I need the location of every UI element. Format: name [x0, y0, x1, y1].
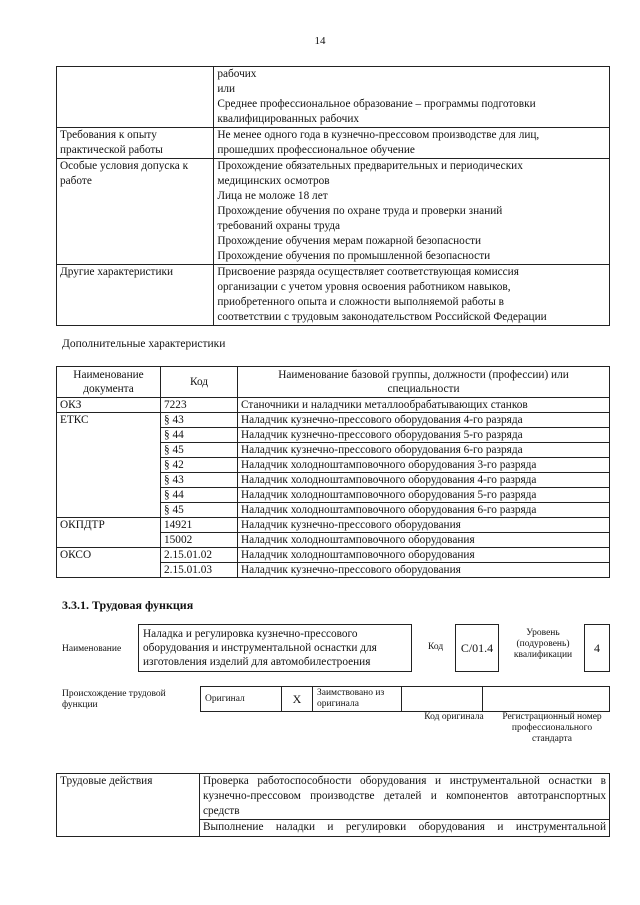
code-cell: 7223	[161, 398, 238, 413]
code-cell: § 44	[161, 488, 238, 503]
value-line: Прохождение обучения по охране труда и проверки знаний	[217, 205, 503, 217]
table-row	[57, 265, 610, 326]
value-line: квалифицированных рабочих	[217, 113, 360, 125]
header-name: Наименование базовой группы, должности (профессии) или специальности	[238, 367, 610, 398]
value-line: Среднее профессиональное образование – программы подготовки	[217, 98, 536, 110]
borrowed-label: Заимствовано из оригинала	[313, 687, 402, 712]
table-row	[57, 518, 610, 533]
name-cell: Наладчик кузнечно-прессового оборудования	[238, 518, 610, 533]
additional-characteristics-table	[56, 366, 610, 578]
qualification-level-label: Уровень (подуровень) квалификации	[513, 628, 573, 660]
action-item: Проверка работоспособности оборудования и инструментальной оснастки в кузнечно-прессовом производстве деталей и компонентов автотранспортных средств	[200, 774, 610, 820]
code-cell: 15002	[161, 533, 238, 548]
value-line: медицинских осмотров	[217, 175, 330, 187]
value-line: рабочих	[217, 68, 257, 80]
labor-actions-table	[56, 773, 610, 837]
name-cell: Наладчик холодноштамповочного оборудования	[238, 533, 610, 548]
row-label: Особые условия допуска к работе	[57, 159, 214, 265]
table-row	[57, 128, 610, 159]
name-cell: Наладчик холодноштамповочного оборудования	[238, 548, 610, 563]
value-line: организации с учетом уровня освоения работником навыков,	[217, 281, 511, 293]
name-cell: Наладчик кузнечно-прессового оборудования 5-го разряда	[238, 428, 610, 443]
doc-cell: ОКПДТР	[57, 518, 161, 548]
additional-characteristics-title: Дополнительные характеристики	[62, 338, 226, 350]
value-line: Лица не моложе 18 лет	[217, 190, 328, 202]
labor-function-heading: 3.3.1. Трудовая функция	[62, 598, 194, 612]
row-value	[214, 159, 610, 265]
name-cell: Наладчик холодноштамповочного оборудования 6-го разряда	[238, 503, 610, 518]
original-label: Оригинал	[201, 687, 282, 712]
requirements-table	[56, 66, 610, 326]
name-cell: Наладчик кузнечно-прессового оборудования	[238, 563, 610, 578]
code-cell: § 43	[161, 413, 238, 428]
origin-table	[200, 686, 610, 712]
value-line: или	[217, 83, 236, 95]
header-document: Наименование документа	[57, 367, 161, 398]
original-code-cell	[402, 687, 483, 712]
value-line: приобретенного опыта и сложности выполняемой работы в	[217, 296, 504, 308]
value-line: требований охраны труда	[217, 220, 341, 232]
name-cell: Наладчик кузнечно-прессового оборудования 4-го разряда	[238, 413, 610, 428]
code-cell: 2.15.01.03	[161, 563, 238, 578]
row-label	[57, 67, 214, 128]
value-line: прошедших профессиональное обучение	[217, 144, 415, 156]
value-line: Прохождение обучения мерам пожарной безопасности	[217, 235, 482, 247]
action-item: Выполнение наладки и регулировки оборудования и инструментальной	[200, 820, 610, 837]
value-line: Прохождение обучения по промышленной безопасности	[217, 250, 491, 262]
original-code-caption: Код оригинала	[424, 712, 484, 722]
table-row	[57, 67, 610, 128]
row-value	[214, 67, 610, 128]
origin-label: Происхождение трудовой функции	[62, 689, 166, 710]
function-code-box: C/01.4	[455, 624, 499, 672]
qualification-level-box: 4	[584, 624, 610, 672]
code-cell: § 43	[161, 473, 238, 488]
row-value	[214, 265, 610, 326]
code-cell: 14921	[161, 518, 238, 533]
value-line: Прохождение обязательных предварительных и периодических	[217, 160, 523, 172]
doc-cell: ОКЗ	[57, 398, 161, 413]
code-cell: § 44	[161, 428, 238, 443]
name-cell: Наладчик холодноштамповочного оборудования 5-го разряда	[238, 488, 610, 503]
original-mark: X	[282, 687, 313, 712]
table-row	[57, 159, 610, 265]
value-line: Не менее одного года в кузнечно-прессовом производстве для лиц,	[217, 129, 540, 141]
function-name-box: Наладка и регулировка кузнечно-прессового оборудования и инструментальной оснастки для изготовления изделий для автомобилестроения	[138, 624, 412, 672]
actions-label: Трудовые действия	[57, 774, 200, 837]
name-label: Наименование	[62, 644, 122, 654]
row-value	[214, 128, 610, 159]
table-row	[57, 398, 610, 413]
code-cell: § 45	[161, 503, 238, 518]
table-row	[57, 548, 610, 563]
name-cell: Наладчик кузнечно-прессового оборудования 6-го разряда	[238, 443, 610, 458]
table-row	[201, 687, 610, 712]
table-row	[57, 413, 610, 428]
doc-cell: ОКСО	[57, 548, 161, 578]
table-header-row	[57, 367, 610, 398]
header-code: Код	[161, 367, 238, 398]
name-cell: Наладчик холодноштамповочного оборудования 3-го разряда	[238, 458, 610, 473]
row-label: Требования к опыту практической работы	[57, 128, 214, 159]
name-cell: Станочники и наладчики металлообрабатывающих станков	[238, 398, 610, 413]
code-cell: § 42	[161, 458, 238, 473]
name-cell: Наладчик холодноштамповочного оборудования 4-го разряда	[238, 473, 610, 488]
row-label: Другие характеристики	[57, 265, 214, 326]
value-line: Присвоение разряда осуществляет соответствующая комиссия	[217, 266, 519, 278]
page-number: 14	[314, 35, 326, 47]
reg-number-cell	[483, 687, 610, 712]
code-cell: 2.15.01.02	[161, 548, 238, 563]
code-cell: § 45	[161, 443, 238, 458]
code-label: Код	[428, 642, 444, 652]
value-line: соответствии с трудовым законодательством Российской Федерации	[217, 311, 547, 323]
reg-number-caption: Регистрационный номер профессионального стандарта	[502, 712, 602, 744]
doc-cell: ЕТКС	[57, 413, 161, 518]
table-row	[57, 774, 610, 820]
